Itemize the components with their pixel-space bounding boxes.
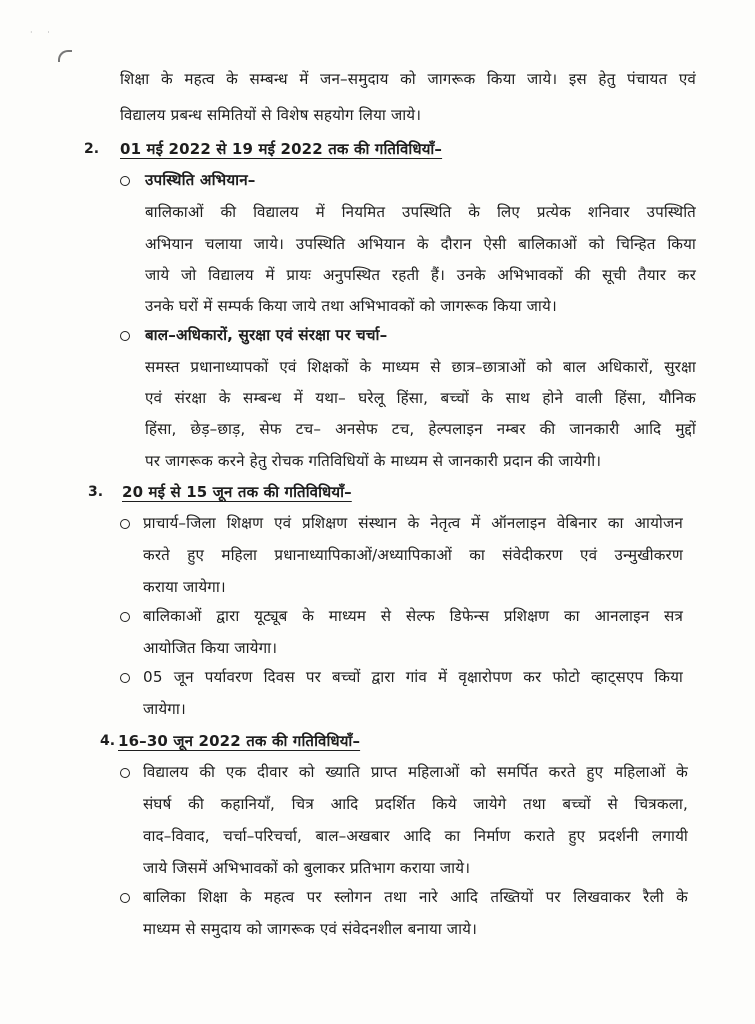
circle-bullet-icon [120, 176, 130, 186]
circle-bullet-icon [120, 768, 130, 778]
list-item-line: प्राचार्य–जिला शिक्षण एवं प्रशिक्षण संस्थान के नेतृत्व में ऑनलाइन वेबिनार का आयोजन [143, 514, 683, 532]
list-item-line: बालिकाओं द्वारा यूट्यूब के माध्यम से सेल्फ डिफेन्स प्रशिक्षण का आनलाइन सत्र [143, 607, 683, 625]
list-item-line: जाये जिसमें अभिभावकों को बुलाकर प्रतिभाग कराया जाये। [143, 859, 471, 877]
paragraph-line: हिंसा, छेड़–छाड़, सेफ टच– अनसेफ टच, हेल्पलाइन नम्बर की जानकारी आदि मुद्दों [145, 420, 696, 438]
scan-specks: · · [30, 28, 56, 37]
scan-corner-mark [58, 50, 72, 62]
list-item-line: जायेगा। [143, 700, 186, 718]
list-item-line: कराया जायेगा। [143, 578, 226, 596]
section-number: 4. [100, 733, 116, 749]
list-item-line: 05 जून पर्यावरण दिवस पर बच्चों द्वारा गांव में वृक्षारोपण कर फोटो व्हाट्सएप किया [143, 668, 683, 686]
paragraph-line: जाये जो विद्यालय में प्रायः अनुपस्थित रहती हैं। उनके अभिभावकों की सूची तैयार कर [145, 266, 696, 284]
list-item-line: विद्यालय की एक दीवार को ख्याति प्राप्त महिलाओं को समर्पित करते हुए महिलाओं के [143, 763, 688, 781]
list-item-line: संघर्ष की कहानियाँ, चित्र आदि प्रदर्शित किये जायेगे तथा बच्चों से चित्रकला, [143, 795, 688, 813]
list-item-line: आयोजित किया जायेगा। [143, 639, 278, 657]
paragraph-line: पर जागरूक करने हेतु रोचक गतिविधियों के माध्यम से जानकारी प्रदान की जायेगी। [145, 452, 602, 470]
list-item-line: बालिका शिक्षा के महत्व पर स्लोगन तथा नारे आदि तख्तियों पर लिखवाकर रैली के [143, 888, 688, 906]
list-item-line: वाद–विवाद, चर्चा–परिचर्चा, बाल–अखबार आदि का निर्माण कराते हुए प्रदर्शनी लगायी [143, 827, 688, 845]
section-heading: 16–30 जून 2022 तक की गतिविधियाँ– [118, 732, 361, 750]
paragraph-line: बालिकाओं की विद्यालय में नियमित उपस्थिति के लिए प्रत्येक शनिवार उपस्थिति [145, 203, 696, 221]
list-item-line: करते हुए महिला प्रधानाध्यापिकाओं/अध्यापिकाओं का संवेदीकरण एवं उन्मुखीकरण [143, 546, 683, 564]
circle-bullet-icon [120, 519, 130, 529]
section-number: 2. [84, 141, 100, 157]
subheading: उपस्थिति अभियान– [145, 171, 256, 189]
circle-bullet-icon [120, 331, 130, 341]
intro-line: शिक्षा के महत्व के सम्बन्ध में जन–समुदाय को जागरूक किया जाये। इस हेतु पंचायत एवं [120, 70, 696, 88]
subheading: बाल–अधिकारों, सुरक्षा एवं संरक्षा पर चर्चा– [145, 326, 388, 344]
list-item-line: माध्यम से समुदाय को जागरूक एवं संवेदनशील बनाया जाये। [143, 920, 478, 938]
paragraph-line: समस्त प्रधानाध्यापकों एवं शिक्षकों के माध्यम से छात्र–छात्राओं को बाल अधिकारों, सुरक्षा [145, 358, 696, 376]
section-heading: 20 मई से 15 जून तक की गतिविधियाँ– [122, 483, 352, 501]
section-number: 3. [88, 484, 104, 500]
paragraph-line: एवं संरक्षा के सम्बन्ध में यथा– घरेलू हिंसा, बच्चों के साथ होने वाली हिंसा, यौनिक [145, 389, 696, 407]
intro-line: विद्यालय प्रबन्ध समितियों से विशेष सहयोग लिया जाये। [120, 106, 422, 124]
circle-bullet-icon [120, 612, 130, 622]
section-heading: 01 मई 2022 से 19 मई 2022 तक की गतिविधियाँ– [120, 140, 443, 158]
paragraph-line: उनके घरों में सम्पर्क किया जाये तथा अभिभावकों को जागरूक किया जाये। [145, 297, 557, 315]
circle-bullet-icon [120, 893, 130, 903]
paragraph-line: अभियान चलाया जाये। उपस्थिति अभियान के दौरान ऐसी बालिकाओं को चिन्हित किया [145, 235, 696, 253]
circle-bullet-icon [120, 673, 130, 683]
